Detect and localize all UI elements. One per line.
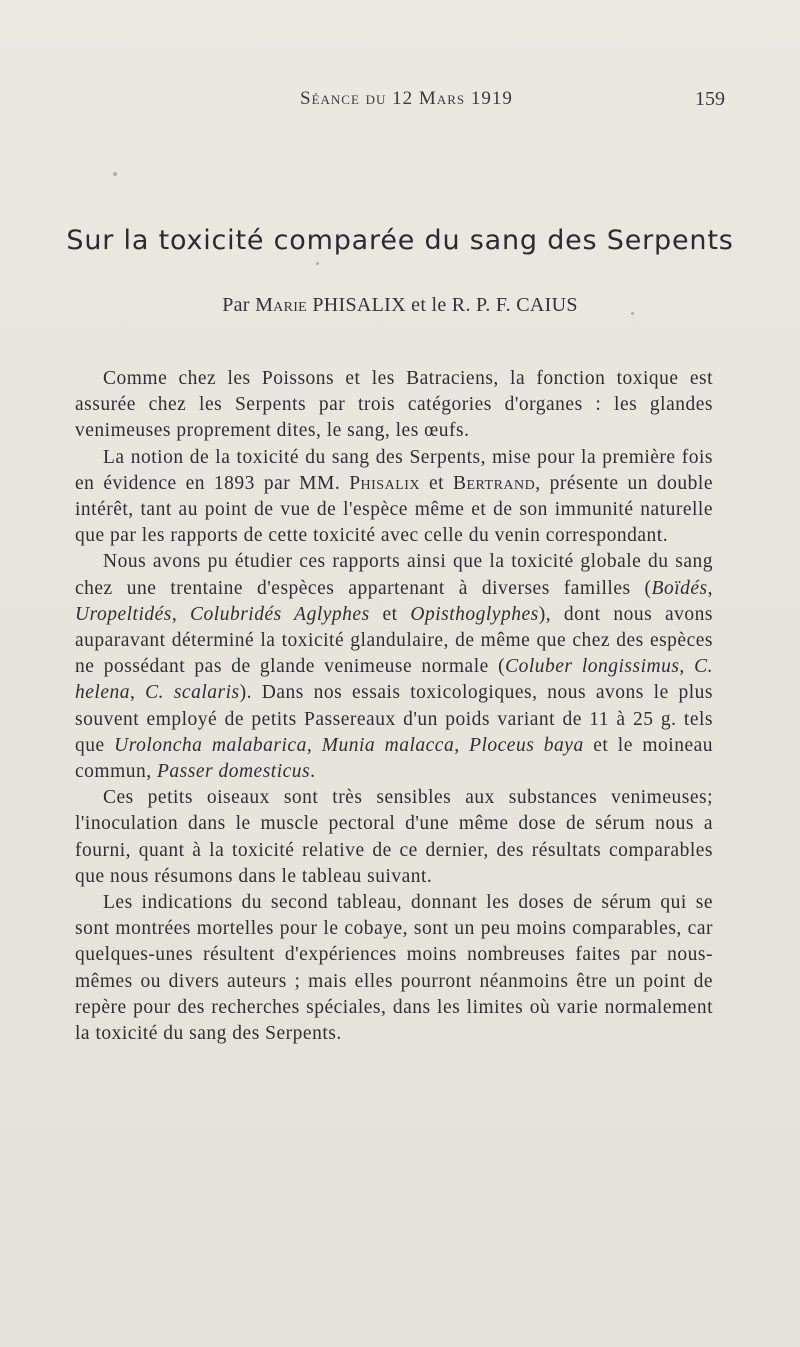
p3-sep-5: , — [129, 682, 146, 704]
p3-sep-4: , — [679, 656, 695, 678]
p2-text-b: et — [420, 472, 453, 494]
species-passer-domesticus: Passer domesticus — [157, 761, 311, 783]
paper-speck — [631, 312, 634, 315]
article-authors — [0, 294, 800, 317]
paragraph-5: Les indications du second tableau, donnant les doses de sérum qui se sont montrées mortelles pour le cobaye, sont un peu moins comparables, car quelques-unes résultent d'expériences moins nombreuses faites par nous-mêmes ou divers auteurs ; mais elles pourront néanmoins être un point de repère pour des recherches spéciales, dans les limites où varie normalement la toxicité du sang des Serpents. — [75, 892, 713, 1045]
p2-text-c: , présente un double intérêt, tant au point de vue de l'espèce même et de son immunité naturelle que par les rapports de cette toxicité avec celle du venin correspondant. — [75, 472, 713, 547]
page-number: 159 — [695, 88, 725, 110]
paragraph-2 — [75, 445, 713, 550]
article-body — [75, 366, 713, 1047]
p3-sep-2: , — [171, 603, 191, 625]
p3-sep-7: , — [454, 734, 470, 756]
article-title: Sur la toxicité comparée du sang des Serpents — [66, 225, 734, 256]
authors-prefix: Par — [222, 294, 256, 316]
p3-sep-6: , — [306, 734, 322, 756]
paragraph-3 — [75, 549, 713, 785]
p3-sep-3: et — [369, 603, 411, 625]
species-uroloncha-malabarica: Uroloncha malabarica — [114, 734, 307, 756]
p3-text-d: et le moineau commun, — [75, 734, 714, 783]
paragraph-1: Comme chez les Poissons et les Batraciens, la fonction toxique est assurée chez les Serpents par trois catégories d'organes : les glandes venimeuses proprement dites, le sang, les œufs. — [75, 368, 713, 442]
paper-speck — [113, 172, 117, 176]
paper-speck — [316, 262, 319, 265]
p2-author-phisalix: Phisalix — [349, 472, 421, 494]
family-colubrides-aglyphes: Colubridés Aglyphes — [190, 603, 370, 625]
author-surnames: PHISALIX et le R. P. F. CAIUS — [307, 294, 578, 316]
p2-text-a: La notion de la toxicité du sang des Serpents, mise pour la première fois en évidence en 1893 par MM. — [75, 446, 713, 494]
running-head — [0, 88, 800, 114]
species-c-helena: C. helena — [75, 656, 713, 704]
p2-author-bertrand: Bertrand — [452, 472, 536, 494]
author-first-name: Marie — [255, 294, 308, 316]
family-uropeltides: Uropeltidés — [75, 603, 172, 625]
p3-text-b: ), dont nous avons auparavant déterminé la toxicité glandulaire, de même que chez des espèces ne possédant pas de glande venimeuse normale ( — [75, 603, 714, 678]
species-ploceus-baya: Ploceus baya — [469, 734, 584, 756]
species-coluber-longissimus: Coluber longissimus — [505, 656, 680, 678]
p3-text-e: . — [310, 761, 316, 783]
species-c-scalaris: C. scalaris — [145, 682, 240, 704]
p3-text-c: ). Dans nos essais toxicologiques, nous avons le plus souvent employé de petits Passereaux d'un poids variant de 11 à 25 g. tels que — [75, 682, 714, 756]
paragraph-4: Ces petits oiseaux sont très sensibles aux substances venimeuses; l'inoculation dans le muscle pectoral d'une même dose de sérum nous a fourni, quant à la toxicité relative de ce dernier, des résultats comparables que nous résumons dans le tableau suivant. — [75, 787, 713, 887]
p3-sep-1: , — [707, 577, 713, 599]
family-opisthoglyphes: Opisthoglyphes — [410, 603, 539, 625]
family-boides: Boïdés — [651, 577, 708, 599]
species-munia-malacca: Munia malacca — [321, 734, 455, 756]
p3-text-a: Nous avons pu étudier ces rapports ainsi que la toxicité globale du sang chez une trentaine d'espèces appartenant à diverses familles ( — [75, 551, 713, 599]
running-title: Séance du 12 Mars 1919 — [300, 88, 513, 109]
